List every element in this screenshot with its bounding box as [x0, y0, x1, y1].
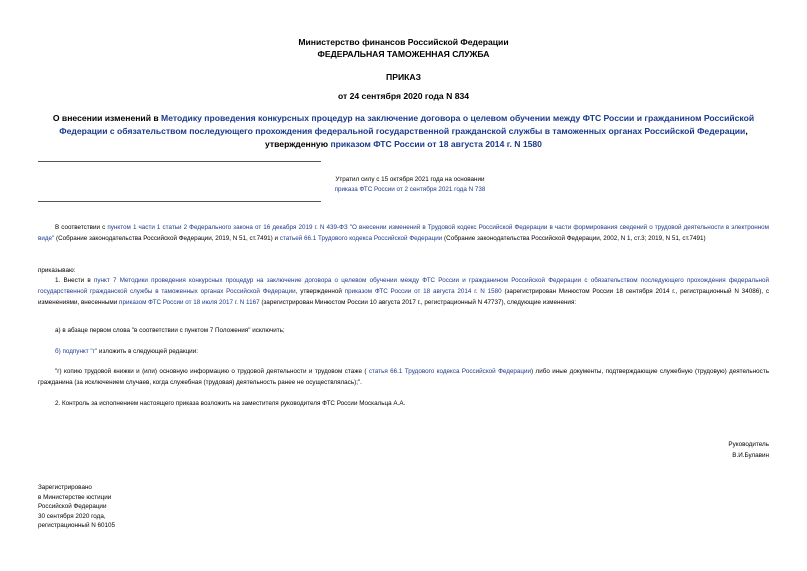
subitem-b-prefix: б): [55, 348, 63, 355]
wording-text-1: "г) копию трудовой книжки и (или) основную информацию о трудовой деятельности и трудовом стаже (: [55, 368, 369, 375]
subitem-b-text: изложить в следующей редакции:: [97, 348, 198, 355]
item1-link-point-7[interactable]: пункт 7 Методики проведения конкурсных процедур на заключение договора о целевом обучении между ФТС России и гражданином Российской Федерации с обязательством последующего прохождения федеральной государственной гражданской службы в таможенных органах Российской Федерации: [38, 277, 769, 295]
basis-text-3: (Собрание законодательства Российской Федерации, 2002, N 1, ст.3; 2019, N 51, ст.7491): [442, 234, 706, 242]
basis-link-federal-law[interactable]: пунктом 1 части 1 статьи 2 Федерального закона от 16 декабря 2019 г. N 439-ФЗ "О внесении изменений в Трудовой кодекс Российской Федерации в части формирования сведений о трудовой деятельности в электронном виде": [38, 224, 770, 242]
item1-link-order-1580[interactable]: приказом ФТС России от 18 августа 2014 г. N 1580: [344, 287, 502, 295]
item1-text-1: 1. Внести в: [55, 277, 94, 284]
wording-text-2: ) либо иные документы, подтверждающие служебную (трудовую) деятельность гражданина (за исключением случаев, когда служебная (трудовая) деятельность ранее не осуществлялась);".: [38, 368, 769, 386]
registration-line-5: регистрационный N 60105: [38, 522, 116, 529]
document-date-number: от 24 сентября 2020 года N 834: [337, 91, 470, 101]
document-type: ПРИКАЗ: [386, 72, 421, 82]
signature-name: В.И.Булавин: [732, 452, 769, 459]
basis-text-2: (Собрание законодательства Российской Федерации, 2019, N 51, ст.7491) и: [54, 234, 280, 242]
service-heading: ФЕДЕРАЛЬНАЯ ТАМОЖЕННАЯ СЛУЖБА: [317, 49, 490, 59]
divider-top: [38, 161, 321, 162]
title-text-1: О внесении изменений в: [52, 113, 162, 123]
document-title: [30, 112, 777, 151]
registration-block: [38, 483, 115, 531]
registration-line-2: в Министерстве юстиции: [38, 493, 112, 501]
item1-text-3: (зарегистрирован Минюстом России 18 сентября 2014 г., регистрационный N 34086), с изменениями, внесенными: [38, 287, 769, 306]
signature-position: Руководитель: [728, 441, 769, 448]
subitem-b: [55, 347, 198, 357]
title-text-2: , утвержденную: [265, 126, 748, 149]
basis-link-labor-code[interactable]: статьей 66.1 Трудового кодекса Российской Федерации: [279, 234, 443, 242]
wording-link-article-66-1[interactable]: статья 66.1 Трудового кодекса Российской Федерации: [368, 368, 532, 375]
paragraph-item-1: [38, 276, 769, 308]
lost-force-link[interactable]: приказа ФТС России от 2 сентября 2021 года N 738: [334, 186, 486, 193]
lost-force-note: Утратил силу с 15 октября 2021 года на основании: [335, 176, 485, 183]
item1-text-2: , утвержденной: [295, 287, 345, 295]
paragraph-basis: [38, 223, 769, 245]
orders-word: приказываю:: [38, 267, 76, 274]
subitem-a: а) в абзаце первом слова "в соответствии с пунктом 7 Положения" исключить;: [55, 327, 285, 334]
registration-line-4: 30 сентября 2020 года,: [38, 512, 106, 520]
ministry-heading: Министерство финансов Российской Федерации: [298, 37, 509, 47]
paragraph-item-2: 2. Контроль за исполнением настоящего приказа возложить на заместителя руководителя ФТС России Москальца А.А.: [55, 400, 406, 407]
title-link-order-1580[interactable]: приказом ФТС России от 18 августа 2014 г. N 1580: [330, 139, 542, 149]
title-link-methodology[interactable]: Методику проведения конкурсных процедур на заключение договора о целевом обучении между ФТС России и гражданином Российской Федерации с обязательством последующего прохождения федеральной государственной гражданской службы в таможенных органах Российской Федерации: [59, 113, 755, 136]
registration-line-3: Российской Федерации: [38, 503, 107, 510]
divider-bottom: [38, 201, 321, 202]
item1-text-4: (зарегистрирован Минюстом России 10 августа 2017 г., регистрационный N 47737), следующие изменения:: [259, 298, 577, 306]
paragraph-new-wording: [38, 367, 769, 389]
basis-text-1: В соответствии с: [55, 224, 108, 231]
subitem-b-link[interactable]: подпункт "г": [62, 348, 98, 355]
registration-line-1: Зарегистрировано: [38, 484, 92, 491]
item1-link-order-1167[interactable]: приказом ФТС России от 18 июля 2017 г. N 1167: [119, 298, 260, 306]
